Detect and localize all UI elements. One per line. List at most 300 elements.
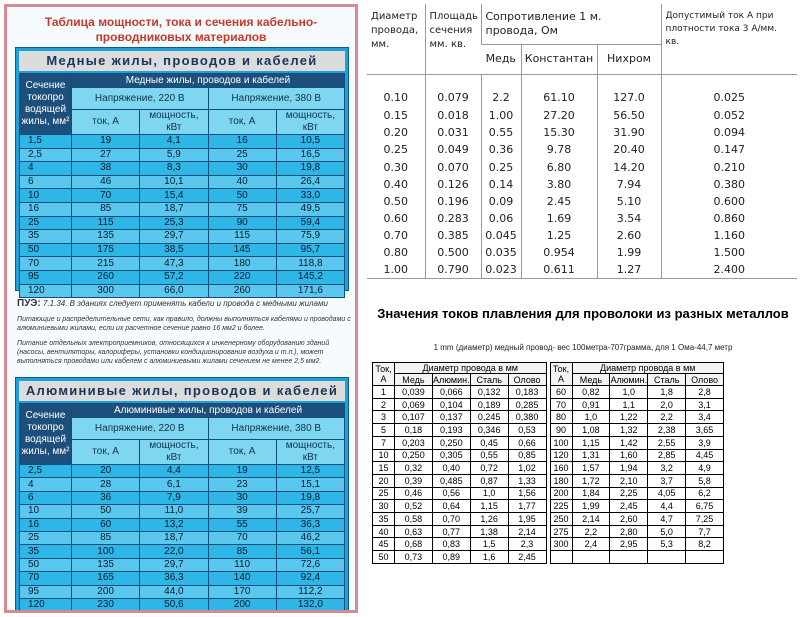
fuse-table-row (373, 525, 724, 538)
resistance-table-row-cell: 0.55 (481, 124, 521, 141)
fuse-left-cell: 40 (373, 525, 395, 538)
copper-table-row-cell: 2,5 (20, 148, 72, 162)
fuse-right-cell: 5,8 (686, 474, 724, 487)
fuse-left-cell: 0,285 (508, 398, 546, 411)
fuse-right-cell: 2,85 (648, 449, 686, 462)
fuse-left-cell: 0,64 (432, 500, 470, 513)
aluminium-table-row-cell: 135 (72, 558, 140, 571)
fuse-right-cell: 225 (550, 500, 572, 513)
aluminium-table-row (20, 478, 345, 491)
copper-heading: Медные жилы, проводов и кабелей (19, 51, 345, 71)
fuse-left-cell: 30 (373, 500, 395, 513)
copper-table-row-cell: 70 (20, 257, 72, 271)
note-aluminium-networks: Питающие и распределительные сети, как правило, должны выполняться кабелями и проводами с алюминиевыми жилами, если их расчетное сечение равно 16 мм2 и более. (17, 316, 351, 332)
copper-current-220: ток, А (72, 110, 140, 135)
resistance-table-row-cell: 1.69 (521, 210, 597, 227)
aluminium-table-row-cell: 28 (72, 478, 140, 491)
resistance-table-row-cell: 5.10 (597, 193, 661, 210)
copper-power-380: мощность, кВт (276, 110, 344, 135)
resistance-table-row (367, 158, 797, 175)
notes-block (17, 299, 353, 372)
fuse-left-cell: 1,0 (470, 487, 508, 500)
aluminium-table-row-cell: 36 (72, 491, 140, 504)
fuse-right-cell: 2,45 (610, 500, 648, 513)
copper-table-row-cell: 175 (72, 243, 140, 257)
fuse-left-cell: 15 (373, 462, 395, 475)
fuse-left-cell: 0,132 (470, 386, 508, 399)
aluminium-table-row-cell: 165 (72, 572, 140, 585)
fuse-right-cell: 100 (550, 436, 572, 449)
aluminium-table-row-cell: 55 (208, 518, 276, 531)
resistance-table-row-cell: 1.25 (521, 227, 597, 244)
fuse-right-cell: 3,65 (686, 424, 724, 437)
fuse-table-row (373, 500, 724, 513)
fuse-current-table (372, 362, 724, 564)
fuse-table-row (373, 513, 724, 526)
fuse-right-cell: 1,42 (610, 436, 648, 449)
copper-table-row-cell: 18,7 (140, 202, 208, 216)
resistance-table-row (367, 107, 797, 124)
fuse-right-cell: 1,0 (610, 386, 648, 399)
fuse-left-cell: 1,15 (470, 500, 508, 513)
copper-table-row-cell: 85 (72, 202, 140, 216)
fuse-left-cell: 20 (373, 474, 395, 487)
resistance-table-row-cell: 0.20 (383, 126, 408, 140)
copper-table-row-cell: 10,5 (276, 135, 344, 149)
copper-table-row-cell: 4,1 (140, 135, 208, 149)
resistance-table-row-cell: 2.45 (521, 193, 597, 210)
fuse-col-diam-left: Диаметр провода в мм (395, 363, 547, 374)
pue-label: ПУЭ: (17, 298, 41, 309)
aluminium-table-row (20, 518, 345, 531)
fuse-right-cell: 2,60 (610, 513, 648, 526)
fuse-right-cell: 70 (550, 398, 572, 411)
aluminium-table-row-cell: 29,7 (140, 558, 208, 571)
fuse-left-cell: 0,53 (508, 424, 546, 437)
fuse-left-cell: 0,183 (508, 386, 546, 399)
fuse-left-cell: 0,56 (432, 487, 470, 500)
aluminium-table-row-cell: 50 (20, 558, 72, 571)
fuse-right-cell: 1,57 (572, 462, 610, 475)
fuse-left-cell: 1,02 (508, 462, 546, 475)
copper-table-row-cell: 66,0 (140, 284, 208, 298)
fuse-right-cell: 2,38 (648, 424, 686, 437)
fuse-right-cell: 300 (550, 538, 572, 551)
aluminium-table-row-cell: 22,0 (140, 545, 208, 558)
copper-table-row-cell: 19,8 (276, 162, 344, 176)
resistance-table-row-cell: 0.500 (425, 244, 481, 261)
aluminium-table-row (20, 585, 345, 598)
fuse-left-cell: 2,45 (508, 551, 546, 564)
resistance-table-row-cell: 0.14 (481, 176, 521, 193)
aluminium-table-row-cell: 230 (72, 598, 140, 611)
aluminium-table-row-cell: 18,7 (140, 531, 208, 544)
fuse-left-cell: 1,26 (470, 513, 508, 526)
fuse-left-cell: 2,14 (508, 525, 546, 538)
aluminium-table-row (20, 505, 345, 518)
copper-table-row-cell: 50 (20, 243, 72, 257)
aluminium-table-row-cell: 140 (208, 572, 276, 585)
resistance-table-row-cell: 0.30 (383, 160, 408, 174)
fuse-right-cell: 2,80 (610, 525, 648, 538)
copper-table-row-cell: 75,9 (276, 230, 344, 244)
aluminium-table-row-cell: 120 (20, 598, 72, 611)
copper-table-row-cell: 59,4 (276, 216, 344, 230)
copper-table-row-cell: 145,2 (276, 270, 344, 284)
copper-table-row-cell: 171,6 (276, 284, 344, 298)
aluminium-power-380: мощность, кВт (276, 440, 344, 465)
resistance-table-row-cell: 0.147 (661, 141, 797, 158)
resistance-table-row-cell: 0.052 (661, 107, 797, 124)
resistance-table-row-cell: 9.78 (521, 141, 597, 158)
copper-table-row-cell: 10 (20, 189, 72, 203)
aluminium-table-row-cell: 19,8 (276, 491, 344, 504)
fuse-right-cell: 3,4 (686, 411, 724, 424)
copper-table-row-cell: 115 (208, 230, 276, 244)
aluminium-current-220: ток, А (72, 440, 140, 465)
fuse-left-cell: 0,68 (395, 538, 433, 551)
aluminium-table-row-cell: 36,3 (276, 518, 344, 531)
copper-table-row-cell: 25 (20, 216, 72, 230)
copper-table-row-cell: 120 (20, 284, 72, 298)
resistance-table-row-cell: 27.20 (521, 107, 597, 124)
fuse-left-cell: 0,52 (395, 500, 433, 513)
copper-v220: Напряжение, 220 В (72, 88, 209, 110)
resistance-table-row-cell: 0.126 (425, 176, 481, 193)
fuse-right-cell: 120 (550, 449, 572, 462)
copper-table-row-cell: 29,7 (140, 230, 208, 244)
fuse-right-cell: 1,60 (610, 449, 648, 462)
fuse-right-cell: 80 (550, 411, 572, 424)
resistance-table-row (367, 261, 797, 278)
aluminium-table-row-cell: 7,9 (140, 491, 208, 504)
fuse-left-cell: 7 (373, 436, 395, 449)
fuse-right-cell: 2,14 (572, 513, 610, 526)
copper-table-row-cell: 118,8 (276, 257, 344, 271)
aluminium-table-row-cell: 36,3 (140, 572, 208, 585)
resistance-table-row-cell: 0.023 (481, 261, 521, 278)
fuse-right-cell: 1,8 (648, 386, 686, 399)
fuse-right-cell: 90 (550, 424, 572, 437)
resistance-table-row (367, 74, 797, 107)
resistance-table-row (367, 193, 797, 210)
res-col-nichrome: Нихром (597, 44, 661, 74)
copper-table-row-cell: 35 (20, 230, 72, 244)
fuse-left-cell: 1,77 (508, 500, 546, 513)
resistance-table-row-cell: 20.40 (597, 141, 661, 158)
fuse-col-steel-right: Сталь (648, 374, 686, 386)
copper-table-row (20, 243, 345, 257)
copper-table-row-cell: 49,5 (276, 202, 344, 216)
aluminium-table-row-cell: 200 (72, 585, 140, 598)
resistance-table-row-cell: 0.079 (425, 74, 481, 107)
resistance-table-row-cell: 0.25 (481, 158, 521, 175)
resistance-table-row-cell: 0.60 (383, 211, 408, 225)
fuse-right-cell: 2,95 (610, 538, 648, 551)
aluminium-v220: Напряжение, 220 В (72, 418, 209, 440)
resistance-table-row-cell: 0.600 (661, 193, 797, 210)
copper-table-row-cell: 6 (20, 175, 72, 189)
copper-table-row (20, 148, 345, 162)
fuse-table-row (373, 386, 724, 399)
aluminium-table-row (20, 545, 345, 558)
fuse-right-cell (648, 551, 686, 564)
aluminium-table-row-cell: 70 (20, 572, 72, 585)
resistance-table-row-cell: 0.50 (383, 194, 408, 208)
fuse-left-cell: 0,39 (395, 474, 433, 487)
aluminium-heading: Алюминивые жилы, проводов и кабелей (19, 381, 345, 401)
fuse-left-cell: 1,33 (508, 474, 546, 487)
fuse-right-cell: 1,94 (610, 462, 648, 475)
copper-table-row-cell: 15,4 (140, 189, 208, 203)
fuse-col-alum-right: Алюмин. (610, 374, 648, 385)
copper-table-row-cell: 46 (72, 175, 140, 189)
fuse-right-cell: 5,0 (648, 525, 686, 538)
fuse-right-cell: 7,7 (686, 525, 724, 538)
fuse-left-cell: 0,73 (395, 551, 433, 564)
copper-table-row-cell: 27 (72, 148, 140, 162)
copper-table-row-cell: 300 (72, 284, 140, 298)
copper-table-row-cell: 25,3 (140, 216, 208, 230)
copper-table-row (20, 270, 345, 284)
resistance-table-row-cell: 0.06 (481, 210, 521, 227)
fuse-right-cell: 3,7 (648, 474, 686, 487)
aluminium-col-section: Сечение токопро водящей жилы, мм² (20, 404, 72, 465)
aluminium-table-row-cell: 50,6 (140, 598, 208, 611)
copper-table (19, 73, 345, 298)
fuse-right-cell: 1,31 (572, 449, 610, 462)
copper-table-row-cell: 38,5 (140, 243, 208, 257)
resistance-table-row-cell: 1.99 (597, 244, 661, 261)
fuse-left-cell: 1,5 (470, 538, 508, 551)
resistance-table-row-cell: 14.20 (597, 158, 661, 175)
fuse-right-cell: 4,4 (648, 500, 686, 513)
fuse-left-cell: 1,95 (508, 513, 546, 526)
aluminium-table-row (20, 558, 345, 571)
fuse-left-cell: 3 (373, 411, 395, 424)
fuse-right-cell: 3,9 (686, 436, 724, 449)
res-col-current: Допустимый ток А при плотности тока 3 А/мм. кв. (661, 4, 797, 74)
fuse-right-cell: 2,4 (572, 538, 610, 551)
resistance-table-row-cell: 0.031 (425, 124, 481, 141)
fuse-table-row (373, 424, 724, 437)
fuse-left-cell: 0,107 (395, 411, 433, 424)
aluminium-table-row-cell: 6,1 (140, 478, 208, 491)
fuse-left-cell: 1 (373, 386, 395, 399)
resistance-table-row-cell: 0.790 (425, 261, 481, 278)
fuse-left-cell: 0,250 (432, 436, 470, 449)
fuse-right-cell: 2,55 (648, 436, 686, 449)
copper-table-row (20, 230, 345, 244)
aluminium-table-row-cell: 13,2 (140, 518, 208, 531)
copper-table-row-cell: 57,2 (140, 270, 208, 284)
fuse-right-cell: 3,1 (686, 398, 724, 411)
fuse-left-cell: 0,45 (470, 436, 508, 449)
fuse-right-cell: 7,25 (686, 513, 724, 526)
copper-table-row (20, 189, 345, 203)
copper-table-row-cell: 40 (208, 175, 276, 189)
fuse-right-cell: 1,0 (572, 411, 610, 424)
aluminium-table-row-cell: 44,0 (140, 585, 208, 598)
resistance-table-row (367, 176, 797, 193)
copper-table-row (20, 216, 345, 230)
fuse-left-cell: 0,066 (432, 386, 470, 399)
fuse-left-cell: 0,485 (432, 474, 470, 487)
fuse-right-cell (686, 551, 724, 564)
fuse-right-cell: 1,84 (572, 487, 610, 500)
copper-table-row-cell: 1,5 (20, 135, 72, 149)
fuse-table-row (373, 411, 724, 424)
resistance-table-row-cell: 0.10 (383, 91, 408, 105)
resistance-table-row-cell: 0.954 (521, 244, 597, 261)
fuse-left-cell: 0,58 (395, 513, 433, 526)
copper-table-row-cell: 215 (72, 257, 140, 271)
aluminium-table-row-cell: 4,4 (140, 465, 208, 478)
copper-table-row-cell: 16 (20, 202, 72, 216)
aluminium-current-380: ток, А (208, 440, 276, 465)
resistance-table-row-cell: 0.045 (481, 227, 521, 244)
fuse-col-current-left: Ток, А (373, 363, 395, 386)
copper-table-row-cell: 10,1 (140, 175, 208, 189)
aluminium-table-row-cell: 19 (208, 465, 276, 478)
aluminium-group-header: Алюминивые жилы, проводов и кабелей (72, 404, 345, 418)
fuse-table-row (373, 551, 724, 564)
resistance-table-row-cell: 0.070 (425, 158, 481, 175)
resistance-table-row-cell: 0.094 (661, 124, 797, 141)
fuse-left-cell: 0,87 (470, 474, 508, 487)
resistance-table-row-cell: 1.500 (661, 244, 797, 261)
fuse-right-cell: 1,15 (572, 436, 610, 449)
copper-power-220: мощность, кВт (140, 110, 208, 135)
fuse-left-cell: 0,305 (432, 449, 470, 462)
fuse-left-cell: 10 (373, 449, 395, 462)
fuse-right-cell: 2,2 (648, 411, 686, 424)
fuse-left-cell: 0,66 (508, 436, 546, 449)
resistance-table-row-cell: 1.00 (481, 107, 521, 124)
fuse-col-copper-right: Медь (572, 374, 610, 386)
pue-text: 7.1.34. В зданиях следует применять кабели и провода с медными жилами (42, 299, 328, 308)
resistance-table-row-cell: 2.400 (661, 261, 797, 278)
fuse-table-row (373, 462, 724, 475)
fuse-right-cell: 4,9 (686, 462, 724, 475)
fuse-left-cell: 1,38 (470, 525, 508, 538)
res-col-resistance: Сопротивление 1 м. провода, Ом (481, 4, 661, 44)
fuse-left-cell: 0,193 (432, 424, 470, 437)
copper-table-row-cell: 4 (20, 162, 72, 176)
resistance-table-row-cell: 0.035 (481, 244, 521, 261)
fuse-left-cell: 1,56 (508, 487, 546, 500)
fuse-col-diam-right: Диаметр провода в мм (572, 363, 724, 374)
aluminium-table-row-cell: 200 (208, 598, 276, 611)
aluminium-table-row-cell: 6 (20, 491, 72, 504)
resistance-table-row-cell: 0.025 (661, 74, 797, 107)
res-col-constantan: Константан (521, 44, 597, 74)
fuse-right-cell: 8,2 (686, 538, 724, 551)
copper-table-row (20, 162, 345, 176)
fuse-left-cell: 50 (373, 551, 395, 564)
aluminium-table-row-cell: 35 (20, 545, 72, 558)
copper-table-row-cell: 25 (208, 148, 276, 162)
copper-table-row-cell: 26,4 (276, 175, 344, 189)
fuse-left-cell: 0,32 (395, 462, 433, 475)
aluminium-table-row-cell: 92,4 (276, 572, 344, 585)
copper-table-row (20, 175, 345, 189)
copper-table-row-cell: 70 (72, 189, 140, 203)
resistance-table-row-cell: 7.94 (597, 176, 661, 193)
fuse-col-current-right: Ток, А (550, 363, 572, 386)
copper-table-row-cell: 145 (208, 243, 276, 257)
fuse-left-cell: 0,245 (470, 411, 508, 424)
aluminium-table-row-cell: 16 (20, 518, 72, 531)
fuse-table-title: Значения токов плавления для проволоки из разных металлов (377, 306, 789, 321)
res-col-area: Площадь сечения мм. кв. (425, 4, 481, 74)
aluminium-table-row-cell: 100 (72, 545, 140, 558)
fuse-left-cell: 25 (373, 487, 395, 500)
copper-table-row (20, 284, 345, 298)
power-current-section-panel (4, 4, 358, 613)
aluminium-table-row-cell: 30 (208, 491, 276, 504)
aluminium-table-row-cell: 2,5 (20, 465, 72, 478)
aluminium-table-row-cell: 25 (20, 531, 72, 544)
aluminium-v380: Напряжение, 380 В (208, 418, 345, 440)
fuse-right-cell: 0,82 (572, 386, 610, 399)
copper-table-row-cell: 220 (208, 270, 276, 284)
aluminium-table-row-cell: 10 (20, 505, 72, 518)
fuse-right-cell: 0,91 (572, 398, 610, 411)
resistance-table-row-cell: 0.40 (383, 177, 408, 191)
fuse-left-cell: 5 (373, 424, 395, 437)
aluminium-table-row-cell: 85 (72, 531, 140, 544)
res-col-diameter: Диаметр провода, мм. (367, 4, 425, 74)
fuse-right-cell: 4,7 (648, 513, 686, 526)
aluminium-table-row-cell: 132,0 (276, 598, 344, 611)
aluminium-table-row-cell: 112,2 (276, 585, 344, 598)
fuse-left-cell: 2,3 (508, 538, 546, 551)
copper-table-row-cell: 75 (208, 202, 276, 216)
resistance-table-row-cell: 0.611 (521, 261, 597, 278)
copper-table-row (20, 257, 345, 271)
aluminium-table-row-cell: 70 (208, 531, 276, 544)
aluminium-table-row-cell: 11,0 (140, 505, 208, 518)
fuse-left-cell: 0,203 (395, 436, 433, 449)
fuse-table-row (373, 538, 724, 551)
copper-table-row-cell: 5,9 (140, 148, 208, 162)
fuse-right-cell: 275 (550, 525, 572, 538)
resistance-table-row-cell: 61.10 (521, 74, 597, 107)
aluminium-table-row-cell: 110 (208, 558, 276, 571)
fuse-right-cell (610, 551, 648, 564)
fuse-left-cell: 0,85 (508, 449, 546, 462)
fuse-left-cell: 0,89 (432, 551, 470, 564)
copper-table-row-cell: 90 (208, 216, 276, 230)
resistance-table-row-cell: 6.80 (521, 158, 597, 175)
copper-table-row-cell: 8,3 (140, 162, 208, 176)
aluminium-table-row-cell: 4 (20, 478, 72, 491)
fuse-right-cell: 2,0 (648, 398, 686, 411)
fuse-right-cell: 1,22 (610, 411, 648, 424)
fuse-left-cell: 0,189 (470, 398, 508, 411)
copper-table-row-cell: 260 (208, 284, 276, 298)
fuse-left-cell: 0,250 (395, 449, 433, 462)
fuse-left-cell: 0,137 (432, 411, 470, 424)
aluminium-table-row-cell: 25,7 (276, 505, 344, 518)
res-col-copper: Медь (481, 44, 521, 74)
copper-table-row-cell: 115 (72, 216, 140, 230)
aluminium-table-row-cell: 15,1 (276, 478, 344, 491)
fuse-right-cell: 2,25 (610, 487, 648, 500)
note-engineering-equipment: Питание отдельных электроприемников, относящихся к инженерному оборудованию зданий (насосы, вентиляторы, калориферы, установки кондиционирования воздуха и т.п.), может выполняться проводами или кабелем с алюминиевыми жилами сечением не менее 2,5 мм2. (17, 340, 330, 365)
fuse-right-cell: 1,32 (610, 424, 648, 437)
